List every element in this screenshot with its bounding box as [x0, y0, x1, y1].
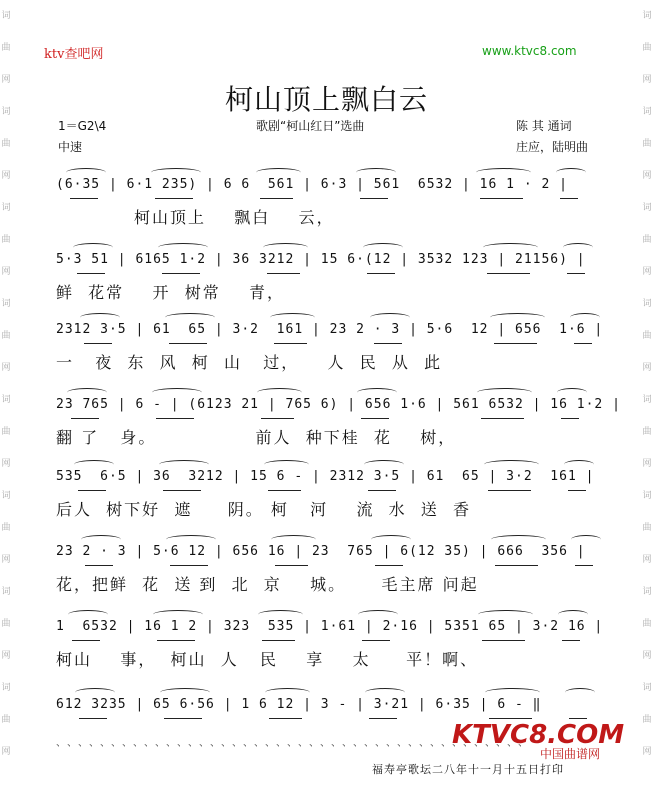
slur-mark [356, 168, 396, 177]
lyricist-credit: 陈 其 通词 [516, 119, 572, 133]
ktvc8-logo: KTVC8.COM [452, 720, 625, 750]
tempo-marking: 中速 [58, 140, 83, 154]
watermark-glyph: 曲 [642, 331, 652, 341]
slur-mark [75, 688, 115, 697]
beam-underline [489, 718, 532, 719]
slur-mark [256, 168, 301, 177]
watermark-glyph: 网 [642, 747, 652, 757]
slur-mark [74, 460, 114, 469]
slur-mark [363, 243, 403, 252]
lyrics-line: 一 夜 东 风 柯 山 过， 人 民 从 此 [56, 353, 443, 372]
watermark-glyph: 网 [1, 459, 11, 469]
watermark-glyph: 词 [642, 587, 652, 597]
beam-underline [567, 273, 585, 274]
slur-mark [160, 688, 210, 697]
beam-underline [156, 418, 194, 419]
beam-underline [488, 490, 531, 491]
slur-mark [152, 388, 202, 397]
slur-mark [490, 313, 545, 322]
watermark-glyph: 网 [642, 459, 652, 469]
slur-mark [265, 688, 310, 697]
lyrics-line: 翻 了 身。 前人 种下桂 花 树， [56, 428, 457, 447]
slur-mark [263, 243, 308, 252]
beam-underline [268, 490, 301, 491]
slur-mark [73, 243, 113, 252]
beam-underline [495, 565, 538, 566]
beam-underline [163, 490, 201, 491]
slur-mark [357, 388, 397, 397]
notation-line: 5·3 51 | 6165 1·2 | 36 3212 | 15 6·(12 | 3532 123 | 21156) | [56, 252, 586, 267]
watermark-glyph: 词 [1, 107, 11, 117]
beam-underline [155, 198, 193, 199]
watermark-glyph: 词 [642, 203, 652, 213]
slur-mark [81, 535, 121, 544]
watermark-glyph: 曲 [642, 523, 652, 533]
right-watermark-strip [641, 0, 653, 808]
watermark-glyph: 网 [642, 267, 652, 277]
beam-underline [480, 198, 523, 199]
watermark-glyph: 网 [1, 363, 11, 373]
slur-mark [67, 388, 107, 397]
slur-mark [153, 610, 203, 619]
slur-mark [270, 313, 315, 322]
beam-underline [487, 273, 530, 274]
watermark-glyph: 词 [1, 11, 11, 21]
watermark-glyph: 曲 [1, 619, 11, 629]
beam-underline [568, 490, 586, 491]
beam-underline [72, 640, 100, 641]
song-title: 柯山顶上飘白云 [224, 83, 428, 116]
source-note: 歌剧“柯山红日”选曲 [256, 119, 365, 133]
watermark-glyph: 曲 [1, 331, 11, 341]
beam-underline [78, 490, 106, 491]
beam-underline [360, 198, 388, 199]
beam-underline [374, 343, 402, 344]
beam-underline [79, 718, 107, 719]
beam-underline [70, 198, 98, 199]
lyrics-line: 柯山 事， 柯山 人 民 享 太 平！啊、 [56, 650, 479, 669]
slur-mark [485, 688, 540, 697]
watermark-glyph: 曲 [1, 715, 11, 725]
beam-underline [164, 718, 202, 719]
beam-underline [574, 343, 592, 344]
beam-underline [269, 718, 302, 719]
beam-underline [367, 273, 395, 274]
slur-mark [165, 313, 215, 322]
beam-underline [494, 343, 537, 344]
watermark-glyph: 曲 [642, 427, 652, 437]
beam-underline [169, 343, 207, 344]
slur-mark [563, 243, 593, 252]
watermark-glyph: 曲 [642, 619, 652, 629]
watermark-glyph: 网 [1, 555, 11, 565]
beam-underline [162, 273, 200, 274]
key-signature: 1＝G2\4 [58, 119, 107, 133]
watermark-glyph: 网 [642, 75, 652, 85]
slur-mark [257, 388, 302, 397]
slur-mark [564, 460, 594, 469]
watermark-glyph: 网 [1, 651, 11, 661]
watermark-glyph: 词 [1, 299, 11, 309]
slur-mark [558, 610, 588, 619]
beam-underline [560, 198, 578, 199]
watermark-glyph: 曲 [1, 427, 11, 437]
watermark-glyph: 词 [642, 683, 652, 693]
beam-underline [375, 565, 403, 566]
left-watermark-strip [0, 0, 12, 808]
notation-line: 535 6·5 | 36 3212 | 15 6 - | 2312 3·5 | 61 65 | 3·2 161 | [56, 469, 595, 484]
notation-line: 612 3235 | 65 6·56 | 1 6 12 | 3 - | 3·21 | 6·35 | 6 - ‖ [56, 697, 542, 712]
watermark-glyph: 曲 [642, 715, 652, 725]
beam-underline [71, 418, 99, 419]
watermark-glyph: 网 [1, 75, 11, 85]
slur-mark [483, 243, 538, 252]
watermark-glyph: 网 [642, 651, 652, 661]
beam-underline [84, 343, 112, 344]
slur-mark [556, 168, 586, 177]
slur-mark [271, 535, 316, 544]
slur-mark [158, 243, 208, 252]
slur-mark [264, 460, 309, 469]
watermark-glyph: 曲 [1, 43, 11, 53]
beam-underline [85, 565, 113, 566]
slur-mark [491, 535, 546, 544]
dot-line: 、、、、、、、、、、、、、、、、、、、、、、、、、、、、、、、、、、、、、、、、、、、 [56, 738, 534, 749]
notation-line: 23 2 · 3 | 5·6 12 | 656 16 | 23 765 | 6(12 35) | 666 356 | [56, 544, 586, 559]
site-brand-left: ktv查吧网 [44, 47, 104, 62]
slur-mark [478, 610, 533, 619]
watermark-glyph: 词 [1, 683, 11, 693]
watermark-glyph: 曲 [1, 139, 11, 149]
beam-underline [569, 718, 587, 719]
beam-underline [267, 273, 300, 274]
watermark-glyph: 曲 [642, 139, 652, 149]
lyrics-line: 柯山顶上 飘白 云， [56, 208, 335, 227]
watermark-glyph: 词 [1, 395, 11, 405]
slur-mark [159, 460, 209, 469]
watermark-glyph: 网 [1, 267, 11, 277]
slur-mark [66, 168, 106, 177]
slur-mark [365, 688, 405, 697]
notation-line: 2312 3·5 | 61 65 | 3·2 161 | 23 2 · 3 | 5·6 12 | 656 1·6 | [56, 322, 604, 337]
watermark-glyph: 词 [642, 107, 652, 117]
slur-mark [68, 610, 108, 619]
lyrics-line: 后人 树下好 遮 阴。 柯 河 流 水 送 香 [56, 500, 471, 519]
beam-underline [362, 640, 390, 641]
watermark-glyph: 词 [642, 299, 652, 309]
watermark-glyph: 词 [642, 491, 652, 501]
slur-mark [364, 460, 404, 469]
beam-underline [369, 718, 397, 719]
slur-mark [477, 388, 532, 397]
slur-mark [151, 168, 201, 177]
notation-line: 1 6532 | 16 1 2 | 323 535 | 1·61 | 2·16 | 5351 65 | 3·2 16 | [56, 619, 604, 634]
beam-underline [77, 273, 105, 274]
beam-underline [170, 565, 208, 566]
watermark-glyph: 曲 [1, 235, 11, 245]
beam-underline [481, 418, 524, 419]
beam-underline [575, 565, 593, 566]
slur-mark [476, 168, 531, 177]
beam-underline [562, 640, 580, 641]
composer-credit: 庄应，陆明曲 [516, 140, 589, 154]
slur-mark [370, 313, 410, 322]
watermark-glyph: 曲 [642, 235, 652, 245]
watermark-glyph: 网 [642, 171, 652, 181]
slur-mark [565, 688, 595, 697]
watermark-glyph: 网 [642, 555, 652, 565]
slur-mark [571, 535, 601, 544]
slur-mark [484, 460, 539, 469]
beam-underline [261, 418, 294, 419]
watermark-glyph: 词 [1, 203, 11, 213]
print-footer: 福寿亭歌坛二八年十一月十五日打印 [372, 763, 564, 776]
watermark-glyph: 网 [1, 747, 11, 757]
slur-mark [166, 535, 216, 544]
watermark-glyph: 曲 [1, 523, 11, 533]
watermark-glyph: 曲 [642, 43, 652, 53]
ktvc8-logo-sub: 中国曲谱网 [540, 747, 601, 761]
beam-underline [361, 418, 389, 419]
beam-underline [274, 343, 307, 344]
slur-mark [80, 313, 120, 322]
beam-underline [368, 490, 396, 491]
notation-line: (6·35 | 6·1 235) | 6 6 561 | 6·3 | 561 6532 | 16 1 · 2 | [56, 177, 568, 192]
watermark-glyph: 词 [642, 395, 652, 405]
lyrics-line: 鲜 花常 开 树常 青， [56, 283, 286, 302]
beam-underline [262, 640, 295, 641]
beam-underline [561, 418, 579, 419]
beam-underline [275, 565, 308, 566]
beam-underline [157, 640, 195, 641]
beam-underline [260, 198, 293, 199]
watermark-glyph: 词 [1, 491, 11, 501]
beam-underline [482, 640, 525, 641]
lyrics-line: 花，把鲜 花 送 到 北 京 城。 毛主席 问起 [56, 575, 479, 594]
watermark-glyph: 词 [1, 587, 11, 597]
watermark-glyph: 网 [1, 171, 11, 181]
slur-mark [570, 313, 600, 322]
slur-mark [258, 610, 303, 619]
notation-line: 23 765 | 6 - | (6123 21 | 765 6) | 656 1·6 | 561 6532 | 16 1·2 | [56, 397, 621, 412]
slur-mark [358, 610, 398, 619]
watermark-glyph: 词 [642, 11, 652, 21]
site-url-right: www.ktvc8.com [482, 44, 577, 58]
slur-mark [557, 388, 587, 397]
slur-mark [371, 535, 411, 544]
watermark-glyph: 网 [642, 363, 652, 373]
